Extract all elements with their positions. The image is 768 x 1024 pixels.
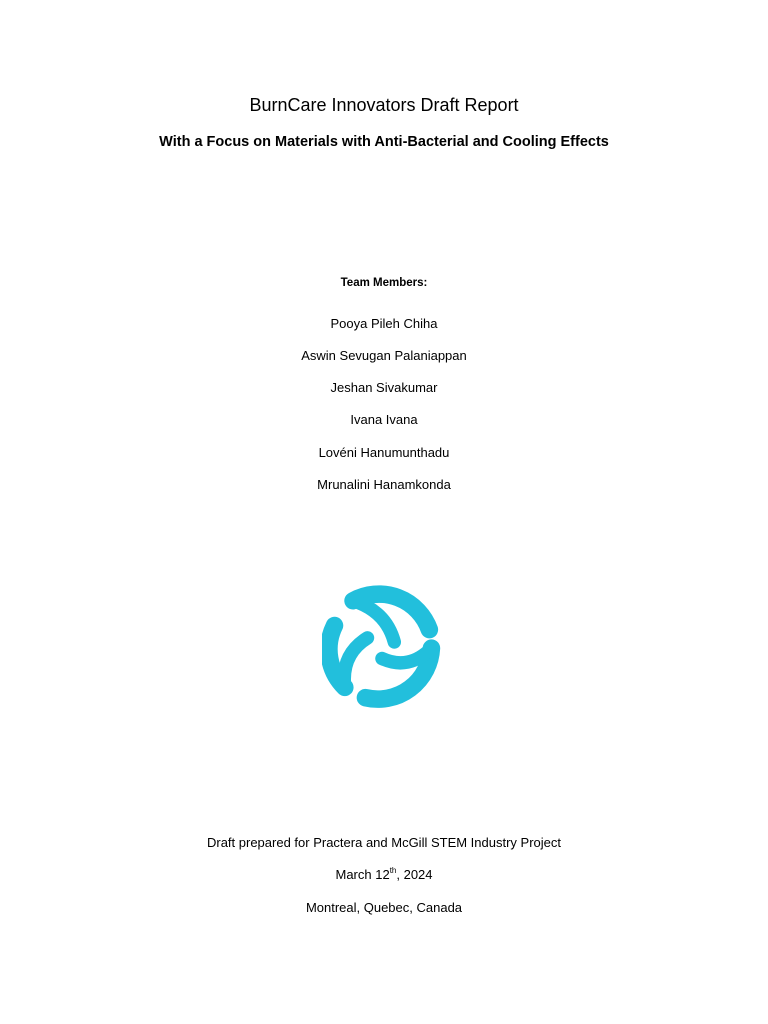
team-member: Jeshan Sivakumar (330, 380, 438, 395)
date-main: March 12 (335, 867, 390, 882)
date-ordinal-suffix: th (389, 865, 397, 875)
team-member: Aswin Sevugan Palaniappan (301, 348, 467, 363)
team-member: Lovéni Hanumunthadu (318, 445, 450, 460)
prepared-for-line: Draft prepared for Practera and McGill STEM Industry Project (206, 835, 561, 850)
team-member: Pooya Pileh Chiha (330, 316, 438, 331)
team-member: Ivana Ivana (350, 412, 418, 427)
page-title: BurnCare Innovators Draft Report (249, 95, 519, 115)
location-line: Montreal, Quebec, Canada (305, 900, 463, 915)
date-year: , 2024 (396, 867, 433, 882)
swirl-logo-icon (322, 576, 446, 708)
page-subtitle: With a Focus on Materials with Anti-Bacterial and Cooling Effects (159, 134, 609, 150)
team-member: Mrunalini Hanamkonda (317, 477, 451, 492)
report-date (0, 867, 768, 882)
team-members-heading: Team Members: (340, 277, 428, 289)
